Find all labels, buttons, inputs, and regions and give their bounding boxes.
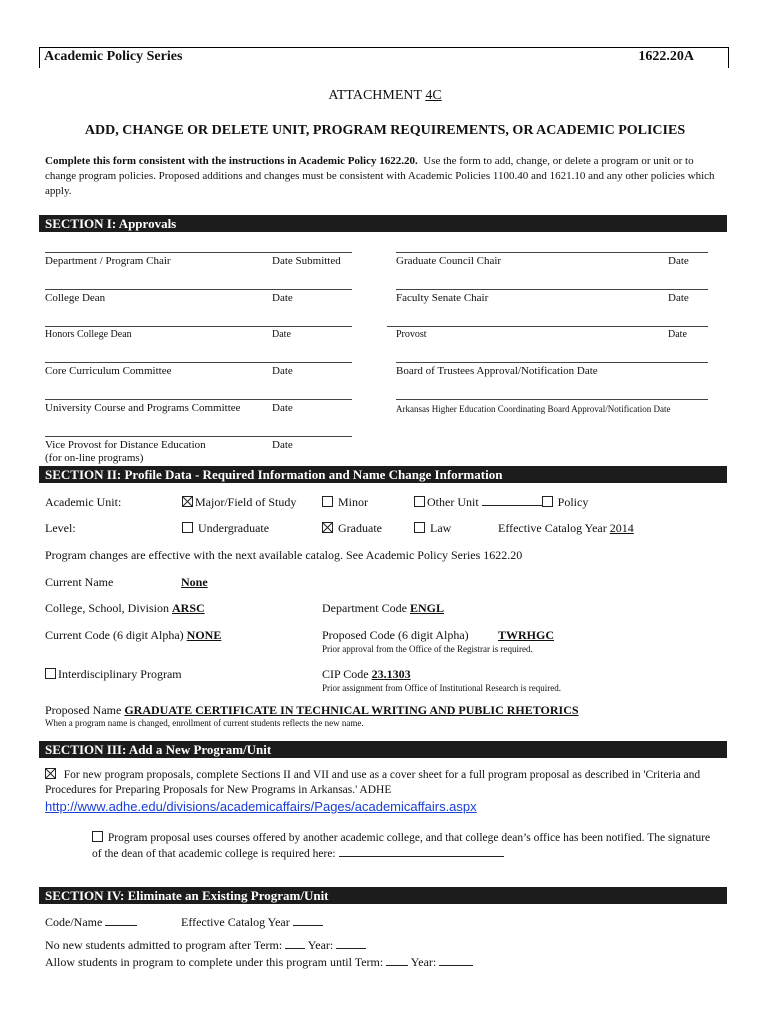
option-law[interactable]: Law [414, 521, 451, 536]
option-minor[interactable]: Minor [322, 495, 368, 510]
checkbox[interactable] [45, 668, 56, 679]
allow-students-row: Allow students in program to complete under this program until Term: Year: [45, 955, 473, 970]
option-undergraduate[interactable]: Undergraduate [182, 521, 269, 536]
current-code-field: Current Code (6 digit Alpha) NONE [45, 628, 222, 642]
option-major[interactable]: Major/Field of Study [182, 495, 296, 510]
signature-line[interactable] [45, 289, 352, 290]
cip-field: CIP Code 23.1303 [322, 667, 411, 681]
signature-line[interactable] [396, 399, 708, 400]
signature-line[interactable] [45, 252, 352, 253]
current-name-label: Current Name [45, 575, 114, 589]
other-unit-field[interactable] [482, 495, 542, 506]
proposed-code-value[interactable]: TWRHGC [498, 628, 555, 642]
checkbox[interactable] [414, 496, 425, 507]
section-3-header: SECTION III: Add a New Program/Unit [39, 741, 727, 758]
checkbox[interactable] [182, 522, 193, 533]
approver-label: Vice Provost for Distance Education [45, 439, 206, 451]
proposed-name-field: Proposed Name GRADUATE CERTIFICATE IN TECHNICAL WRITING AND PUBLIC RHETORICS [45, 703, 579, 717]
checkbox-checked[interactable] [182, 496, 193, 507]
signature-line[interactable] [45, 399, 352, 400]
form-title: ADD, CHANGE OR DELETE UNIT, PROGRAM REQUIREMENTS, OR ACADEMIC POLICIES [84, 123, 686, 138]
no-new-students-row: No new students admitted to program after Term: Year: [45, 938, 366, 953]
approver-label: Department / Program Chair [45, 255, 171, 267]
year-input[interactable] [336, 938, 366, 949]
checkbox[interactable] [322, 496, 333, 507]
approver-label: Board of Trustees Approval/Notification Date [396, 365, 598, 377]
approver-label: Core Curriculum Committee [45, 365, 172, 377]
approver-label: College Dean [45, 292, 106, 304]
code-name-field: Code/Name [45, 915, 137, 930]
term-input[interactable] [285, 938, 305, 949]
option-interdisciplinary[interactable]: Interdisciplinary Program [45, 667, 182, 682]
academic-unit-label: Academic Unit: [45, 495, 122, 509]
date-label: Date [668, 255, 689, 267]
approver-label: Arkansas Higher Education Coordinating Board Approval/Notification Date [396, 404, 671, 414]
signature-line[interactable] [45, 436, 352, 437]
online-note: (for on-line programs) [45, 452, 144, 464]
policy-number: 1622.20A [638, 49, 694, 64]
section-2-header: SECTION II: Profile Data - Required Information and Name Change Information [39, 466, 727, 483]
adhe-link-row [45, 799, 477, 815]
date-label: Date Submitted [272, 255, 341, 267]
approver-label: Honors College Dean [45, 329, 132, 340]
effective-catalog-year: Effective Catalog Year 2014 [498, 521, 634, 535]
current-name-value[interactable]: None [181, 575, 208, 589]
date-label: Date [272, 365, 293, 377]
cip-value[interactable]: 23.1303 [371, 667, 411, 681]
approver-label: Faculty Senate Chair [396, 292, 489, 304]
college-field: College, School, Division ARSC [45, 601, 205, 615]
header-box [39, 47, 729, 68]
name-change-note: When a program name is changed, enrollment of current students reflects the new name. [45, 718, 364, 728]
attachment-heading: ATTACHMENT 4C [328, 88, 442, 103]
dean-signature-field[interactable] [339, 846, 504, 857]
current-code-value[interactable]: NONE [186, 628, 222, 642]
section-4-header: SECTION IV: Eliminate an Existing Program/Unit [39, 887, 727, 904]
approver-label: Provost [396, 329, 427, 340]
signature-line[interactable] [45, 362, 352, 363]
proposed-name-value[interactable]: GRADUATE CERTIFICATE IN TECHNICAL WRITING AND PUBLIC RHETORICS [124, 703, 579, 717]
department-value[interactable]: ENGL [409, 601, 444, 615]
registrar-note: Prior approval from the Office of the Registrar is required. [322, 644, 533, 654]
effective-note: Program changes are effective with the next available catalog. See Academic Policy Series 1622.20 [45, 548, 523, 562]
adhe-link[interactable]: http://www.adhe.edu/divisions/academicaffairs/Pages/academicaffairs.aspx [45, 799, 477, 814]
elim-catalog-year-input[interactable] [293, 915, 323, 926]
date-label: Date [272, 439, 293, 451]
year-input[interactable] [439, 955, 473, 966]
code-name-input[interactable] [105, 915, 137, 926]
date-label: Date [668, 292, 689, 304]
approver-label: University Course and Programs Committee [45, 402, 241, 414]
signature-line[interactable] [45, 326, 352, 327]
checkbox[interactable] [92, 831, 103, 842]
signature-line[interactable] [396, 289, 708, 290]
other-college-text: Program proposal uses courses offered by another academic college, and that college dean’s office has been notified. The signature of the dean of that academic college is required here: [92, 832, 711, 860]
approver-label: Graduate Council Chair [396, 255, 502, 267]
checkbox-checked[interactable] [45, 768, 56, 779]
checkbox[interactable] [414, 522, 425, 533]
elim-catalog-year-field: Effective Catalog Year [181, 915, 323, 930]
signature-line[interactable] [396, 252, 708, 253]
policy-series: Academic Policy Series [44, 49, 183, 64]
checkbox-checked[interactable] [322, 522, 333, 533]
cip-note: Prior assignment from Office of Institutional Research is required. [322, 683, 562, 693]
college-value[interactable]: ARSC [172, 601, 205, 615]
term-input[interactable] [386, 955, 408, 966]
section-1-header: SECTION I: Approvals [39, 215, 727, 232]
new-program-text: For new program proposals, complete Sections II and VII and use as a cover sheet for a full program proposal as described in 'Criteria and Procedures for Preparing Proposals for New Programs in Arkansas.' ADHE [45, 769, 701, 796]
department-field: Department Code ENGL [322, 601, 444, 615]
intro-text: Complete this form consistent with the instructions in Academic Policy 1622.20. Use the form to add, change, or delete a program or unit or to change program policies. Proposed additions and changes must be consistent with Academic Policies 1100.40 and 1621.10 and any other policies which apply. [45, 155, 715, 197]
level-label: Level: [45, 521, 76, 535]
date-label: Date [668, 329, 687, 340]
checkbox[interactable] [542, 496, 553, 507]
proposed-code-field: Proposed Code (6 digit Alpha) [322, 628, 469, 642]
option-graduate[interactable]: Graduate [322, 521, 382, 536]
option-other-unit[interactable]: Other Unit Policy [414, 495, 588, 510]
signature-line[interactable] [387, 326, 708, 327]
date-label: Date [272, 292, 293, 304]
catalog-year-value[interactable]: 2014 [609, 521, 634, 535]
date-label: Date [272, 402, 293, 414]
signature-line[interactable] [396, 362, 708, 363]
date-label: Date [272, 329, 291, 340]
